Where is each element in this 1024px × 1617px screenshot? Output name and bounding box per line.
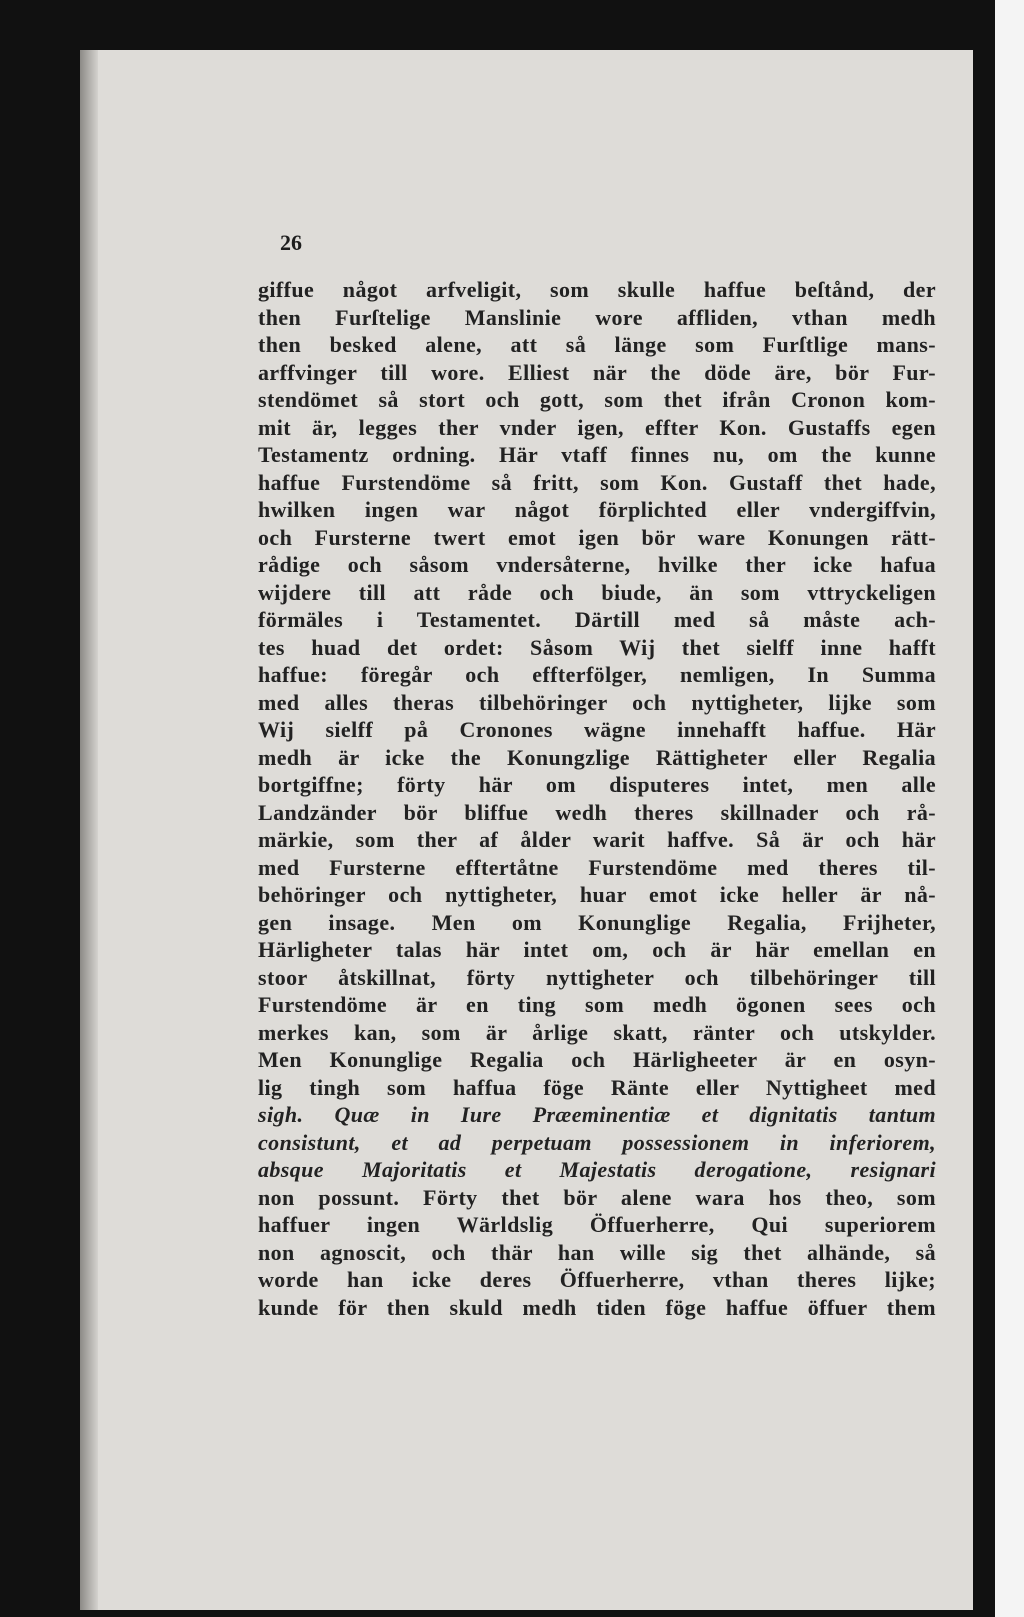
book-page — [80, 50, 973, 1610]
text-line: stoor åtskillnat, förty nyttigheter och tilbehöringer till — [258, 964, 936, 990]
text-line: lig tingh som haffua föge Ränte eller Nyttigheet med — [258, 1074, 936, 1100]
text-line-latin: absque Majoritatis et Majestatis derogatione, resignari — [258, 1157, 936, 1182]
text-line: then Furſtelige Manslinie wore affliden, vthan medh — [258, 304, 936, 330]
text-line: med alles theras tilbehöringer och nyttigheter, lijke som — [258, 689, 936, 715]
text-line: behöringer och nyttigheter, huar emot icke heller är nå- — [258, 882, 936, 907]
scan-margin — [995, 0, 1024, 1617]
text-line: gen insage. Men om Konunglige Regalia, Frijheter, — [258, 909, 936, 935]
text-line-latin: consistunt, et ad perpetuam possessionem in inferiorem, — [258, 1129, 936, 1155]
text-line: och Fursterne twert emot igen bör ware Konungen rätt- — [258, 524, 936, 550]
body-text — [258, 276, 936, 1321]
text-line: rådige och såsom vndersåterne, hvilke ther icke hafua — [258, 552, 936, 577]
text-line: then besked alene, att så länge som Furſtlige mans- — [258, 332, 936, 357]
text-line: non possunt. Förty thet bör alene wara hos theo, som — [258, 1184, 936, 1210]
text-line: märkie, som ther af ålder warit haffve. Så är och här — [258, 827, 936, 852]
text-line: hwilken ingen war något förplichted eller vndergiffvin, — [258, 497, 936, 522]
text-line: stendömet så stort och gott, som thet ifrån Cronon kom- — [258, 387, 936, 412]
text-line: Testamentz ordning. Här vtaff finnes nu, om the kunne — [258, 442, 936, 467]
text-line: haffue: föregår och effterfölger, nemligen, In Summa — [258, 662, 936, 687]
text-line: Furstendöme är en ting som medh ögonen sees och — [258, 992, 936, 1017]
text-line-latin: sigh. Quæ in Iure Præeminentiæ et dignitatis tantum — [258, 1102, 936, 1127]
text-line: giffue något arfveligit, som skulle haffue beſtånd, der — [258, 277, 936, 302]
text-line: Härligheter talas här intet om, och är här emellan en — [258, 937, 936, 962]
text-line: Men Konunglige Regalia och Härligheeter är en osyn- — [258, 1047, 936, 1072]
text-line: wijdere till att råde och biude, än som vttryckeligen — [258, 579, 936, 605]
text-line: haffuer ingen Wärldslig Öffuerherre, Qui superiorem — [258, 1212, 936, 1237]
text-line: med Fursterne efftertåtne Furstendöme med theres til- — [258, 854, 936, 880]
text-line: Landzänder bör bliffue wedh theres skillnader och rå- — [258, 799, 936, 825]
page-number: 26 — [280, 230, 302, 255]
text-line: arffvinger till wore. Elliest när the döde äre, bör Fur- — [258, 359, 936, 385]
text-line: mit är, legges ther vnder igen, effter Kon. Gustaffs egen — [258, 414, 936, 440]
text-line: bortgiffne; förty här om disputeres intet, men alle — [258, 772, 936, 797]
text-line: förmäles i Testamentet. Därtill med så måste ach- — [258, 607, 936, 632]
text-line: haffue Furstendöme så fritt, som Kon. Gustaff thet hade, — [258, 469, 936, 495]
text-line: non agnoscit, och thär han wille sig thet alhände, så — [258, 1239, 936, 1265]
binding-shadow — [80, 50, 98, 1610]
text-line: tes huad det ordet: Såsom Wij thet sielff inne hafft — [258, 634, 936, 660]
text-line: worde han icke deres Öffuerherre, vthan theres lijke; — [258, 1267, 936, 1292]
text-line: medh är icke the Konungzlige Rättigheter eller Regalia — [258, 744, 936, 770]
text-line: kunde för then skuld medh tiden föge haffue öffuer them — [258, 1294, 936, 1320]
text-line: Wij sielff på Cronones wägne innehafft haffue. Här — [258, 717, 936, 742]
text-line: merkes kan, som är årlige skatt, ränter och utskylder. — [258, 1019, 936, 1045]
